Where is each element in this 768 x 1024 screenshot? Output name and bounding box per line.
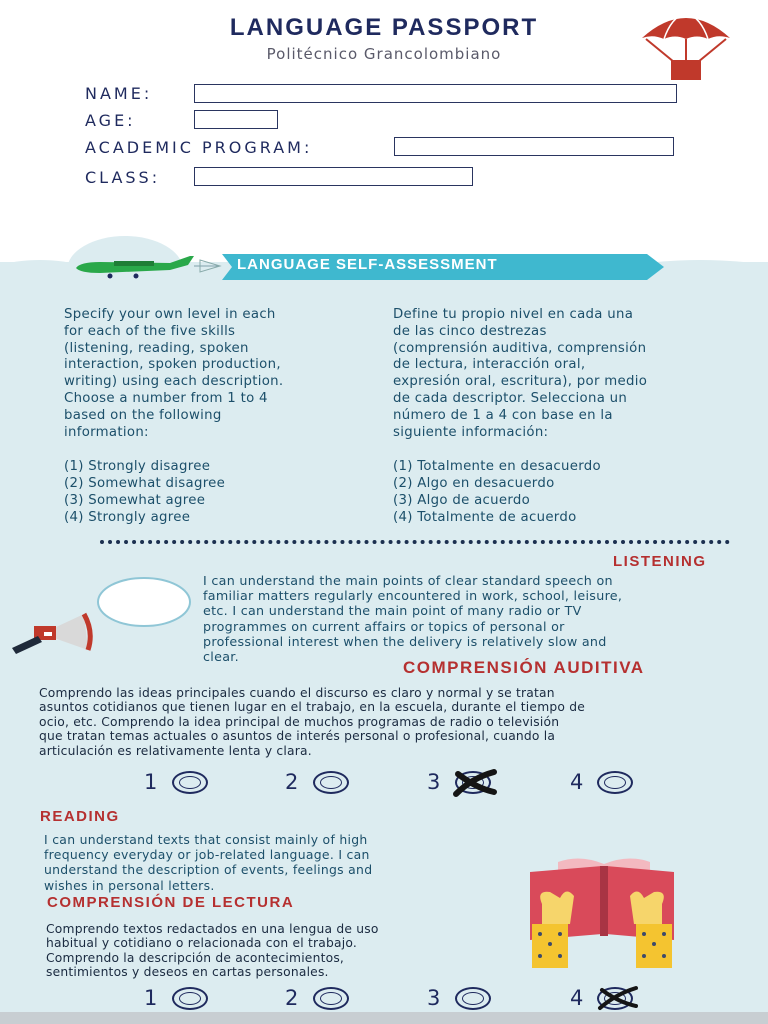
name-field[interactable] <box>194 84 677 103</box>
reading-option-3-radio[interactable] <box>455 987 491 1010</box>
listening-option-3-number: 3 <box>427 770 441 794</box>
listening-text-spanish: Comprendo las ideas principales cuando el discurso es claro y normal y se tratan asuntos cotidianos que tienen lugar en el trabajo, en la escuela, durante el tiempo de ocio, etc. Comprendo la idea principal de muchos programas de radio o televisión que tratan temas actuales o asuntos de interés personal o profesional, cuando la articulación es relativamente lenta y clara. <box>39 686 585 758</box>
scale-item: (4) Strongly agree <box>64 510 191 525</box>
listening-option-4-number: 4 <box>570 770 584 794</box>
academic-program-field[interactable] <box>394 137 674 156</box>
scale-item: (4) Totalmente de acuerdo <box>393 510 577 525</box>
listening-option-2-number: 2 <box>285 770 299 794</box>
reading-option-1-radio[interactable] <box>172 987 208 1010</box>
bottom-bar <box>0 1012 768 1024</box>
scale-item: (1) Totalmente en desacuerdo <box>393 459 601 474</box>
book-hands-icon <box>522 852 682 970</box>
listening-option-1-number: 1 <box>144 770 158 794</box>
assessment-banner-label: LANGUAGE SELF-ASSESSMENT <box>237 256 498 273</box>
scale-item: (2) Somewhat disagree <box>64 476 226 491</box>
scale-item: (3) Somewhat agree <box>64 493 206 508</box>
reading-option-2-number: 2 <box>285 986 299 1010</box>
age-label: AGE: <box>85 111 136 130</box>
listening-option-4-radio[interactable] <box>597 771 633 794</box>
listening-option-2-radio[interactable] <box>313 771 349 794</box>
scale-english <box>64 458 225 526</box>
parachute-icon <box>638 8 734 84</box>
listening-heading: LISTENING <box>613 553 707 570</box>
class-field[interactable] <box>194 167 473 186</box>
academic-program-label: ACADEMIC PROGRAM: <box>85 138 313 157</box>
speech-bubble-icon <box>98 578 190 626</box>
dotted-divider <box>100 540 730 544</box>
name-label: NAME: <box>85 84 153 103</box>
institution-subtitle: Politécnico Grancolombiano <box>266 45 502 63</box>
class-label: CLASS: <box>85 168 161 187</box>
cross-mark-icon <box>452 768 498 798</box>
reading-option-1-number: 1 <box>144 986 158 1010</box>
reading-option-2-radio[interactable] <box>313 987 349 1010</box>
reading-text-english: I can understand texts that consist mainly of high frequency everyday or job-related language. I can understand the description of events, feelings and wishes in personal letters. <box>44 832 373 893</box>
reading-option-4-number: 4 <box>570 986 584 1010</box>
scale-item: (1) Strongly disagree <box>64 459 211 474</box>
page-title: LANGUAGE PASSPORT <box>229 14 539 41</box>
scale-item: (3) Algo de acuerdo <box>393 493 531 508</box>
listening-heading-spanish: COMPRENSIÓN AUDITIVA <box>403 658 645 677</box>
instructions-spanish: Define tu propio nivel en cada una de las cinco destrezas (comprensión auditiva, comprensión de lectura, interacción oral, expresión oral, escritura), por medio de cada descriptor. Selecciona un número de 1 a 4 con base en la siguiente información: <box>393 307 648 440</box>
cross-mark-icon <box>596 984 640 1012</box>
megaphone-icon <box>8 576 198 656</box>
airplane-icon <box>70 254 230 282</box>
reading-heading-spanish: COMPRENSIÓN DE LECTURA <box>47 894 295 911</box>
age-field[interactable] <box>194 110 278 129</box>
listening-text-english: I can understand the main points of clear standard speech on familiar matters regularly encountered in work, school, leisure, etc. I can understand the main point of many radio or TV programmes on current affairs or topics of personal or professional interest when the delivery is relatively slow and clear. <box>203 573 623 665</box>
scale-spanish <box>393 458 601 526</box>
scale-item: (2) Algo en desacuerdo <box>393 476 555 491</box>
instructions-english: Specify your own level in each for each of the five skills (listening, reading, spoken interaction, spoken production, writing) using each description. Choose a number from 1 to 4 based on the following information: <box>64 307 284 440</box>
reading-option-3-number: 3 <box>427 986 441 1010</box>
listening-option-1-radio[interactable] <box>172 771 208 794</box>
reading-text-spanish: Comprendo textos redactados en una lengua de uso habitual y cotidiano o relacionada con el trabajo. Comprendo la descripción de acontecimientos, sentimientos y deseos en cartas personales. <box>46 922 379 980</box>
reading-heading: READING <box>40 808 120 825</box>
